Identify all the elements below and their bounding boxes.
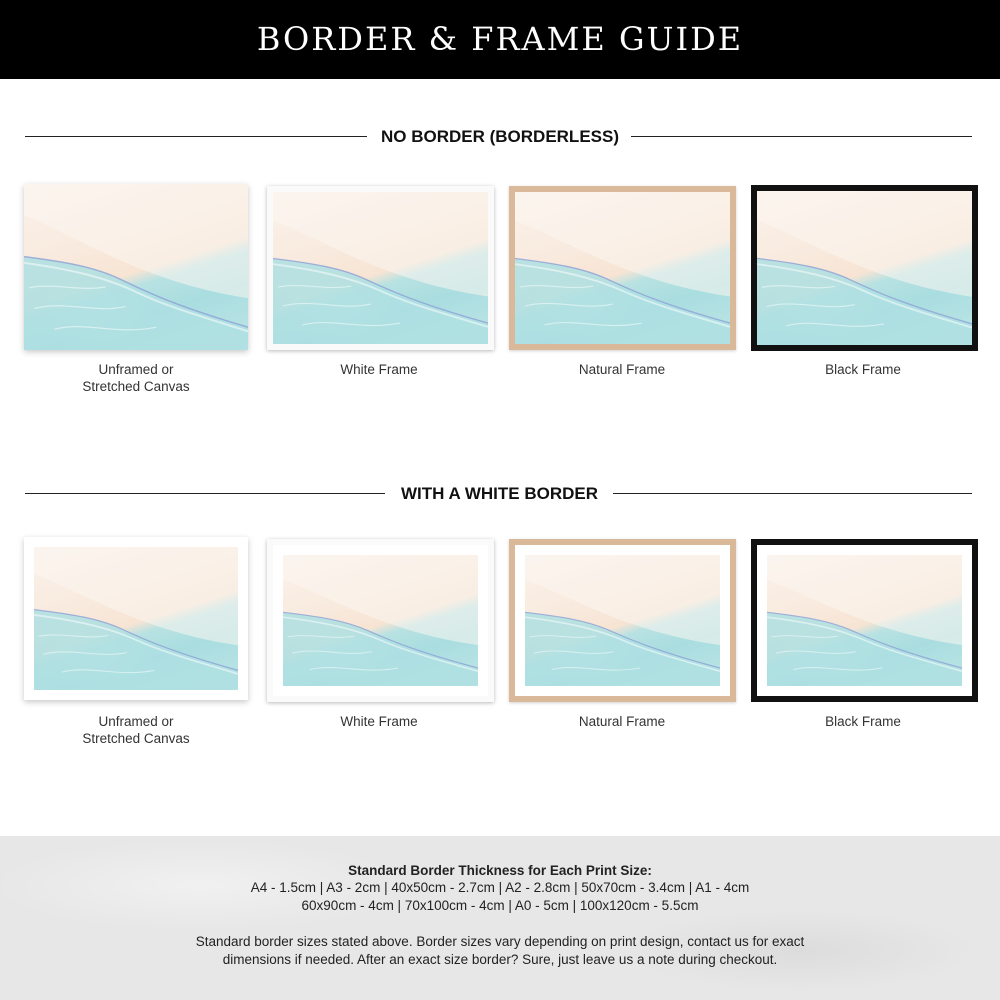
beach-photo bbox=[273, 192, 488, 344]
preview-natural-frame-white-border[interactable] bbox=[509, 539, 736, 702]
divider-left bbox=[25, 493, 385, 494]
caption-line: Natural Frame bbox=[578, 362, 666, 377]
caption-line: Black Frame bbox=[825, 362, 901, 377]
section-heading-white-border bbox=[25, 482, 972, 506]
caption-line: Unframed or bbox=[98, 362, 174, 377]
caption-line: White Frame bbox=[340, 362, 418, 377]
preview-black-frame-borderless[interactable] bbox=[751, 185, 978, 351]
border-sizes-line: A4 - 1.5cm | A3 - 2cm | 40x50cm - 2.7cm | A2 - 2.8cm | 50x70cm - 3.4cm | A1 - 4cm bbox=[250, 880, 750, 895]
beach-photo bbox=[767, 555, 962, 686]
beach-photo bbox=[34, 547, 238, 690]
page-title: BORDER & FRAME GUIDE bbox=[256, 20, 744, 58]
preview-white-frame-borderless[interactable] bbox=[267, 186, 494, 350]
caption-line: Unframed or bbox=[98, 714, 174, 729]
caption-white-frame-borderless bbox=[264, 361, 494, 378]
caption-natural-frame-borderless bbox=[507, 361, 737, 378]
footer-note: dimensions if needed. After an exact size border? Sure, just leave us a note during checkout. bbox=[222, 952, 778, 967]
divider-right bbox=[613, 493, 972, 494]
preview-black-frame-white-border[interactable] bbox=[751, 539, 978, 702]
header-bar bbox=[0, 0, 1000, 79]
caption-natural-frame-white-border bbox=[507, 713, 737, 730]
caption-unframed-borderless bbox=[21, 361, 251, 395]
beach-photo bbox=[24, 184, 248, 350]
caption-black-frame-white-border bbox=[748, 713, 978, 730]
border-sizes-line: 60x90cm - 4cm | 70x100cm - 4cm | A0 - 5cm | 100x120cm - 5.5cm bbox=[301, 898, 699, 913]
footer-heading: Standard Border Thickness for Each Print Size: bbox=[348, 863, 652, 878]
caption-white-frame-white-border bbox=[264, 713, 494, 730]
section-title: WITH A WHITE BORDER bbox=[400, 484, 599, 503]
caption-line: Stretched Canvas bbox=[82, 731, 190, 746]
preview-unframed-borderless[interactable] bbox=[24, 184, 248, 350]
footer-panel bbox=[0, 836, 1000, 1000]
caption-line: Natural Frame bbox=[578, 714, 666, 729]
section-heading-borderless bbox=[25, 125, 972, 149]
preview-white-frame-white-border[interactable] bbox=[267, 539, 494, 702]
caption-black-frame-borderless bbox=[748, 361, 978, 378]
section-title: NO BORDER (BORDERLESS) bbox=[380, 127, 619, 146]
divider-right bbox=[631, 136, 972, 137]
divider-left bbox=[25, 136, 367, 137]
beach-photo bbox=[525, 555, 720, 686]
caption-line: Black Frame bbox=[825, 714, 901, 729]
preview-unframed-white-border[interactable] bbox=[24, 537, 248, 700]
caption-unframed-white-border bbox=[21, 713, 251, 747]
beach-photo bbox=[283, 555, 478, 686]
caption-line: White Frame bbox=[340, 714, 418, 729]
beach-photo bbox=[515, 192, 730, 344]
preview-natural-frame-borderless[interactable] bbox=[509, 186, 736, 350]
footer-note: Standard border sizes stated above. Border sizes vary depending on print design, contact us for exact bbox=[195, 934, 805, 949]
caption-line: Stretched Canvas bbox=[82, 379, 190, 394]
beach-photo bbox=[757, 191, 972, 345]
